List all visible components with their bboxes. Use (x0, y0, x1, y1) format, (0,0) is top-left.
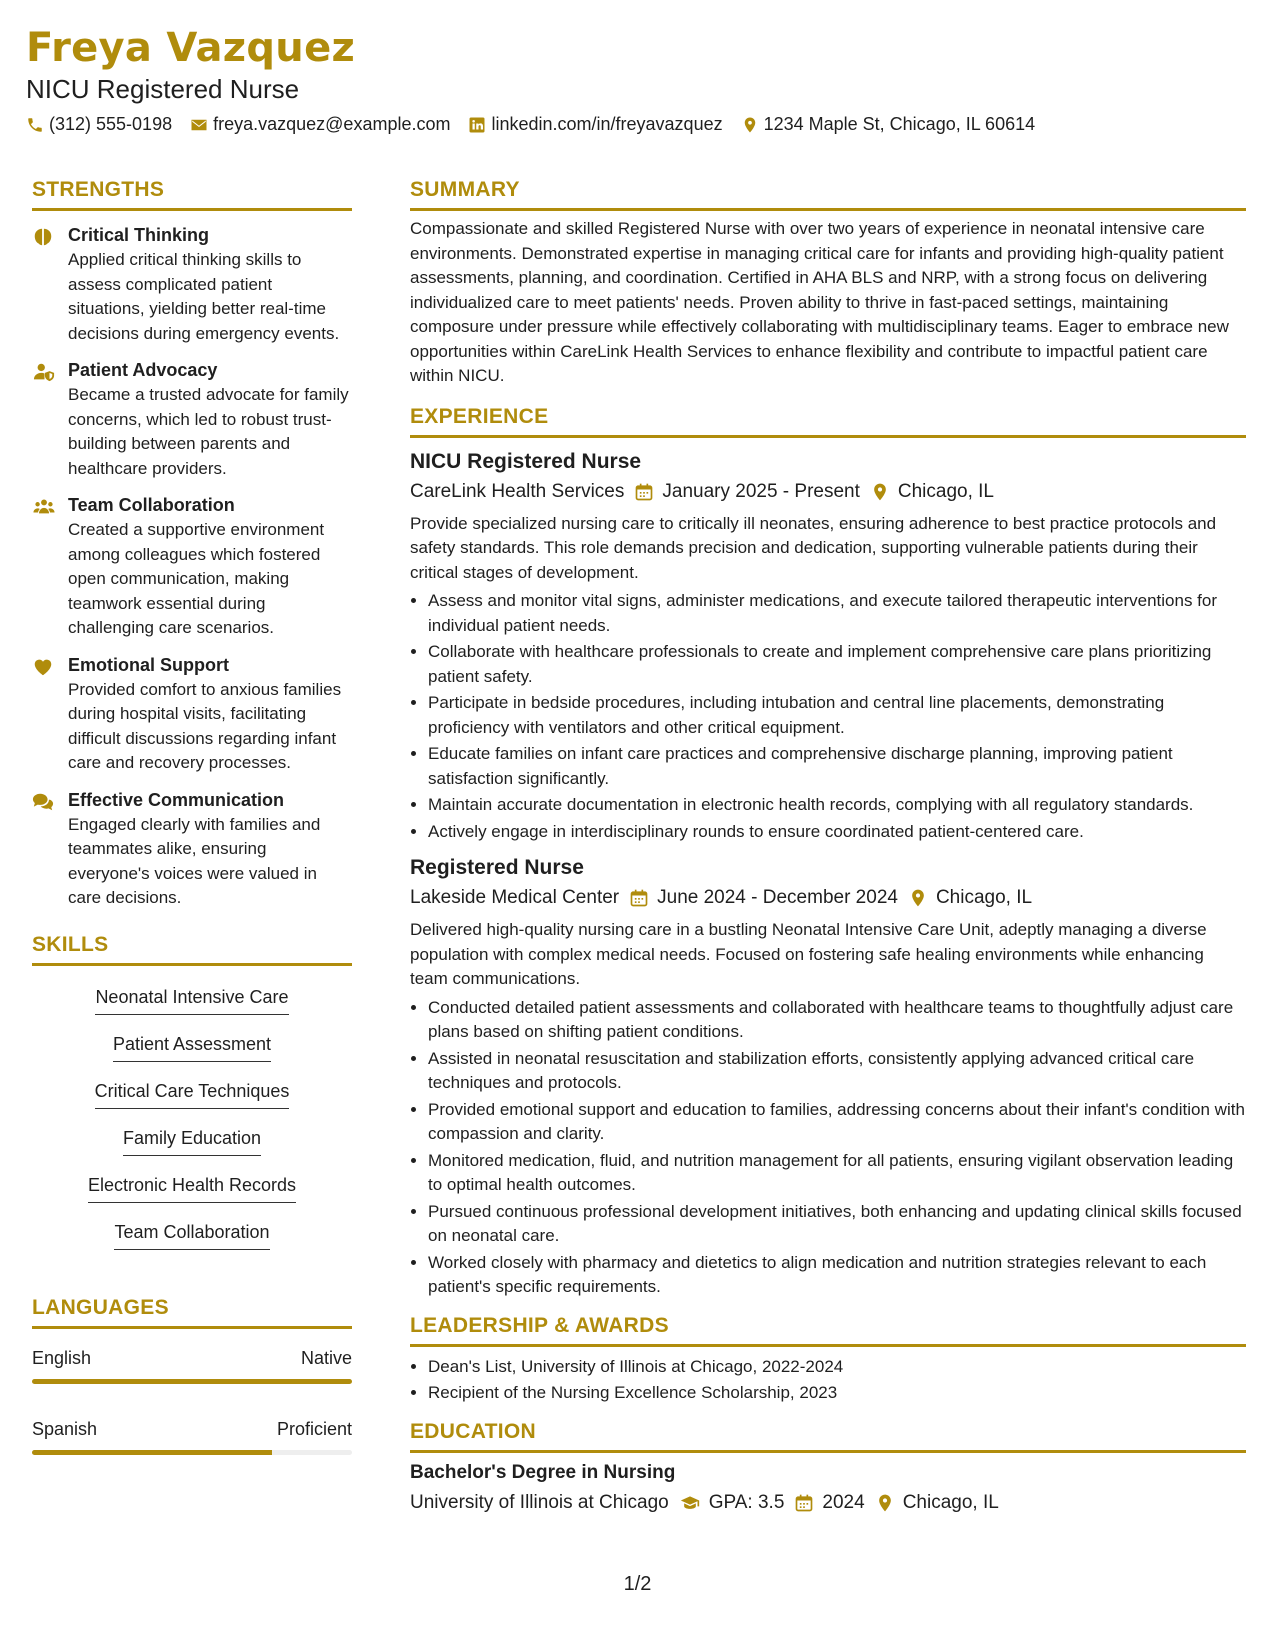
page-number: 1/2 (623, 1573, 652, 1595)
language-level-bar (32, 1450, 352, 1455)
gpa: GPA: 3.5 (708, 1491, 785, 1513)
linkedin-icon (468, 116, 486, 134)
job-bullet: • Provided emotional support and education to families, addressing concerns about their infant's condition with compassion and clarity. (428, 1098, 1246, 1147)
graduation-cap-icon (679, 1493, 701, 1513)
language-level-fill (32, 1450, 272, 1455)
skills-heading: SKILLS (32, 931, 352, 966)
strength-item (32, 358, 352, 481)
contact-linkedin[interactable] (468, 114, 722, 135)
language-name: Spanish (32, 1418, 98, 1439)
strength-desc: Applied critical thinking skills to assess complicated patient situations, yielding better real-time decisions during emergency events. (68, 250, 340, 343)
job-bullet: • Participate in bedside procedures, including intubation and central line placements, demonstrating proficiency with ventilators and other critical equipment. (428, 691, 1246, 740)
job-bullet: • Assisted in neonatal resuscitation and stabilization efforts, consistently applying advanced critical care techniques and protocols. (428, 1047, 1246, 1096)
skill-tag: Patient Assessment (113, 1031, 271, 1062)
job-bullet: • Maintain accurate documentation in electronic health records, complying with all regulatory standards. (428, 793, 1246, 818)
job-title: NICU Registered Nurse (410, 449, 642, 473)
job-meta (410, 884, 1246, 912)
job-bullet: • Actively engage in interdisciplinary rounds to ensure coordinated patient-centered care. (428, 820, 1246, 845)
language-level-fill (32, 1379, 352, 1384)
job-meta (410, 478, 1246, 506)
strength-desc: Engaged clearly with families and teammates alike, ensuring everyone's voices were valued in care decisions. (68, 814, 321, 907)
skill-tag: Critical Care Techniques (95, 1078, 290, 1109)
linkedin-text: linkedin.com/in/freyavazquez (491, 114, 723, 134)
job-entry (410, 854, 1246, 1300)
map-pin-icon (870, 482, 890, 502)
job-description: Delivered high-quality nursing care in a bustling Neonatal Intensive Care Unit, adeptly managing a diverse population with complex medical needs. Focused on fostering safe healing environments while enhancing team communications. (410, 920, 1207, 988)
language-level-bar (32, 1379, 352, 1384)
job-bullet: • Assess and monitor vital signs, administer medications, and execute tailored therapeutic interventions for individual patient needs. (428, 589, 1246, 638)
strength-title: Patient Advocacy (68, 360, 218, 380)
job-description: Provide specialized nursing care to critically ill neonates, ensuring adherence to best practice protocols and safety standards. This role demands precision and dedication, supporting vulnerable patients during their critical stages of development. (410, 513, 1217, 582)
languages-heading: LANGUAGES (32, 1294, 352, 1329)
strength-title: Critical Thinking (68, 225, 210, 245)
summary-text: Compassionate and skilled Registered Nurse with over two years of experience in neonatal intensive care environments. Demonstrated expertise in managing critical care for infants and providing high-quality patient assessments, planning, and coordination. Certified in AHA BLS and NRP, with a strong focus on delivering individualized care to meet patients' needs. Proven ability to thrive in fast-paced settings, maintaining composure under pressure while effectively collaborating with multidisciplinary teams. Eager to embrace new opportunities within CareLink Health Services to enhance flexibility and contribute to impactful patient care within NICU. (410, 219, 1229, 385)
job-location: Chicago, IL (935, 887, 1033, 908)
education-entry (410, 1459, 1246, 1517)
skills-list (32, 976, 352, 1258)
strengths-list (32, 223, 352, 911)
job-entry (410, 448, 1246, 845)
graduation-year: 2024 (822, 1491, 865, 1513)
contact-address (741, 114, 1036, 135)
strength-desc: Provided comfort to anxious families during hospital visits, facilitating difficult discussions regarding infant care and recovery processes. (68, 679, 342, 772)
calendar-icon (794, 1493, 814, 1513)
skill-tag: Electronic Health Records (88, 1172, 296, 1203)
candidate-role: NICU Registered Nurse (26, 74, 300, 104)
envelope-icon (190, 116, 208, 134)
job-bullet: • Monitored medication, fluid, and nutrition management for all patients, ensuring vigilant observation leading to optimal health outcomes. (428, 1149, 1246, 1198)
job-company: CareLink Health Services (410, 480, 625, 502)
address-text: 1234 Maple St, Chicago, IL 60614 (763, 114, 1036, 134)
contact-bar (26, 114, 1246, 135)
phone-text: (312) 555-0198 (49, 114, 173, 134)
contact-phone[interactable] (26, 114, 172, 135)
language-level: Proficient (276, 1418, 352, 1439)
strength-item (32, 493, 352, 641)
resume-header (26, 22, 1246, 135)
education-heading: EDUCATION (410, 1418, 1246, 1453)
map-pin-icon (741, 116, 759, 134)
language-item (32, 1345, 352, 1384)
degree-title: Bachelor's Degree in Nursing (410, 1461, 676, 1483)
left-column (32, 176, 352, 1455)
education-meta (410, 1489, 1246, 1517)
strength-item (32, 653, 352, 776)
job-dates: January 2025 - Present (662, 480, 860, 502)
job-title: Registered Nurse (410, 856, 584, 879)
strength-desc: Created a supportive environment among colleagues which fostered open communication, making teamwork essential during challenging care scenarios. (68, 520, 325, 637)
calendar-icon (629, 888, 649, 908)
summary-heading: SUMMARY (410, 176, 1246, 211)
award-item: • Dean's List, University of Illinois at Chicago, 2022-2024 (428, 1355, 1246, 1380)
candidate-name: Freya Vazquez (26, 25, 356, 71)
language-item (32, 1416, 352, 1455)
skill-tag: Team Collaboration (114, 1219, 269, 1250)
map-pin-icon (875, 1493, 895, 1513)
strength-title: Effective Communication (68, 789, 285, 810)
strength-title: Emotional Support (68, 654, 229, 675)
awards-heading: LEADERSHIP & AWARDS (410, 1312, 1246, 1347)
phone-icon (26, 116, 44, 134)
job-bullets (410, 996, 1246, 1300)
user-shield-icon (32, 361, 56, 383)
school-name: University of Illinois at Chicago (410, 1491, 669, 1513)
language-level: Native (300, 1347, 352, 1368)
right-column (410, 176, 1246, 1517)
skill-tag: Family Education (123, 1125, 261, 1156)
job-bullet: • Collaborate with healthcare professionals to create and implement comprehensive care plans prioritizing patient safety. (428, 640, 1246, 689)
strength-title: Team Collaboration (68, 495, 235, 515)
languages-list (32, 1345, 352, 1455)
job-bullet: • Pursued continuous professional development initiatives, both enhancing and updating clinical skills focused on neonatal care. (428, 1200, 1246, 1249)
awards-list (410, 1355, 1246, 1406)
job-bullet: • Educate families on infant care practices and comprehensive discharge planning, improving patient satisfaction significantly. (428, 742, 1246, 791)
job-bullets (410, 589, 1246, 844)
job-location: Chicago, IL (897, 480, 995, 502)
comments-icon (32, 791, 54, 813)
strengths-heading: STRENGTHS (32, 176, 352, 211)
language-name: English (32, 1347, 92, 1368)
job-bullet: • Worked closely with pharmacy and dietetics to align medication and nutrition strategies relevant to each patient's specific requirements. (428, 1251, 1246, 1300)
heart-icon (32, 656, 54, 678)
job-dates: June 2024 - December 2024 (657, 887, 898, 908)
users-icon (32, 496, 56, 518)
strength-desc: Became a trusted advocate for family concerns, which led to robust trust-building between parents and healthcare providers. (68, 385, 349, 478)
strength-item (32, 223, 352, 346)
job-company: Lakeside Medical Center (410, 887, 620, 908)
map-pin-icon (908, 888, 928, 908)
experience-heading: EXPERIENCE (410, 403, 1246, 438)
skill-tag: Neonatal Intensive Care (95, 984, 288, 1015)
job-bullet: • Conducted detailed patient assessments and collaborated with healthcare teams to thoughtfully adjust care plans based on shifting patient conditions. (428, 996, 1246, 1045)
education-location: Chicago, IL (902, 1491, 999, 1513)
strength-item (32, 788, 352, 911)
email-text: freya.vazquez@example.com (213, 114, 451, 134)
brain-icon (32, 226, 54, 248)
award-item: • Recipient of the Nursing Excellence Scholarship, 2023 (428, 1381, 1246, 1406)
contact-email[interactable] (190, 114, 450, 135)
calendar-icon (634, 482, 654, 502)
